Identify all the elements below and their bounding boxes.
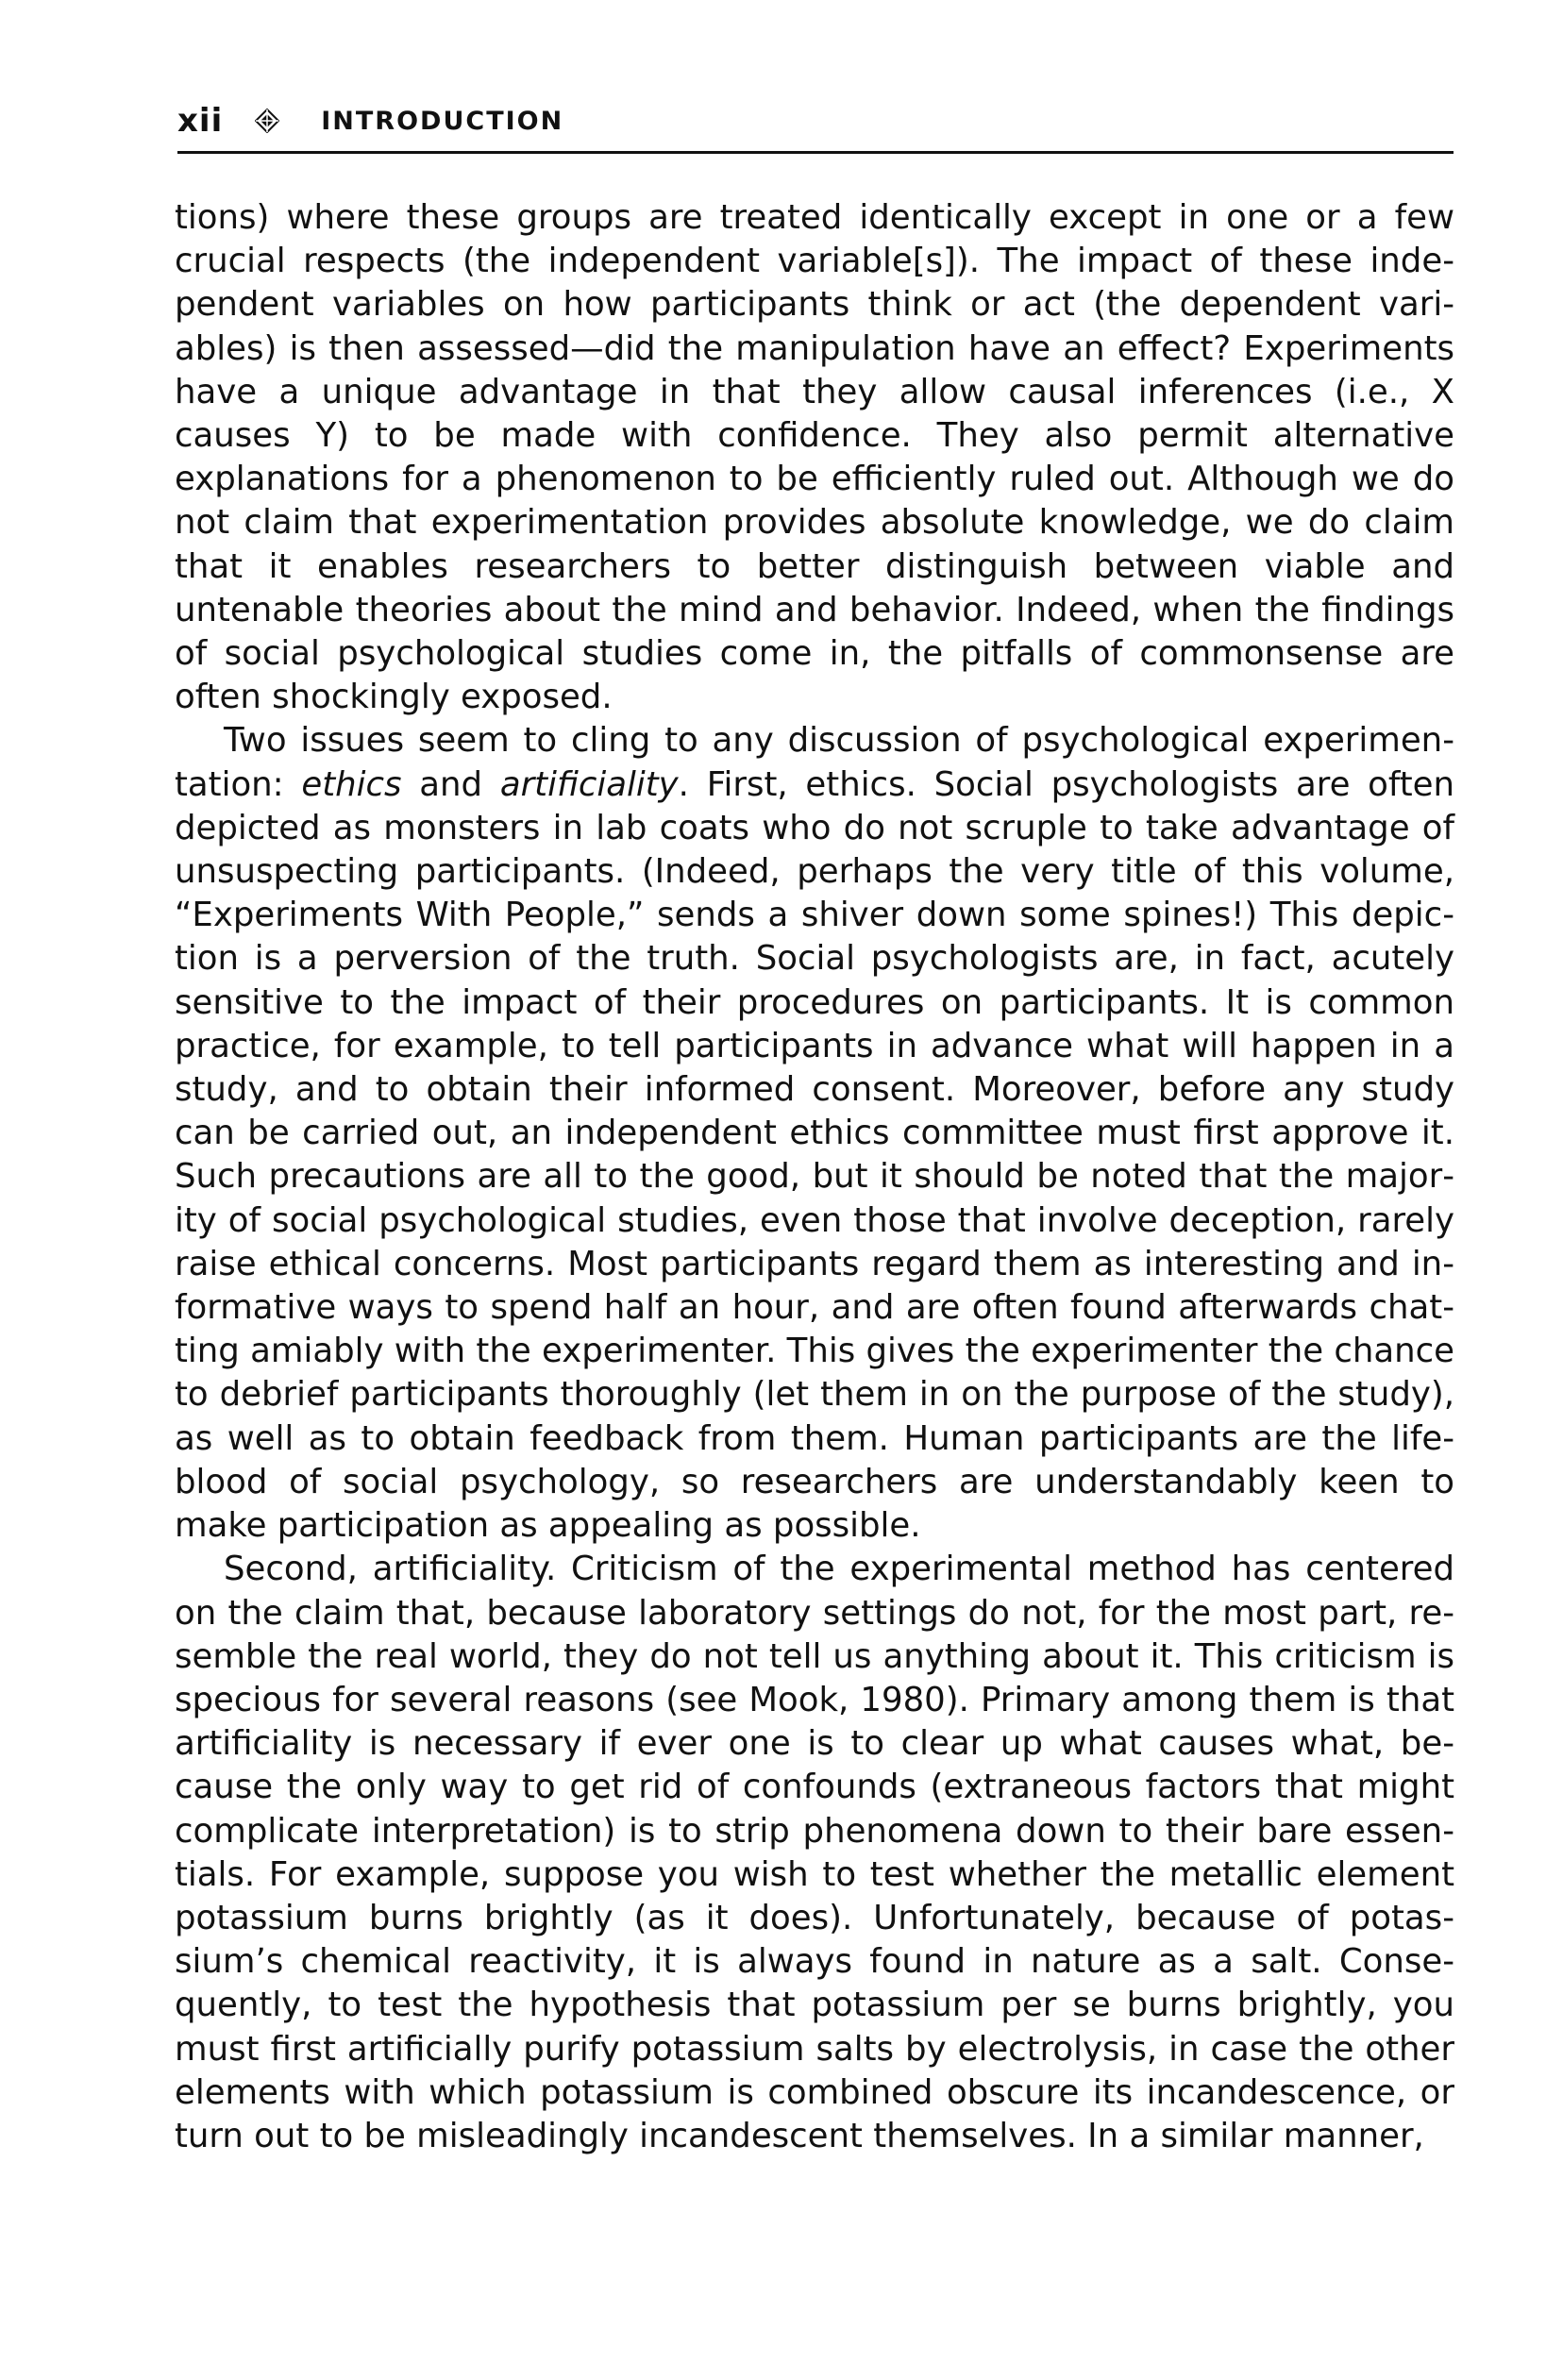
paragraph-text: . First, ethics. Social psychologists are often depicted as monsters in lab coats who do not scruple to take advantage of unsuspecting participants. (Indeed, perhaps the very title of this volume, “Experiments With People,” sends a shiver down some spines!) This depiction is a perversion of the truth. Social psychologists are, in fact, acutely sensitive to the impact of their procedures on participants. It is common practice, for example, to tell participants in advance what will happen in a study, and to obtain their informed consent. Moreover, before any study can be carried out, an independent ethics committee must first approve it. Such precautions are all to the good, but it should be noted that the majority of social psychological studies, even those that involve deception, rarely raise ethical concerns. Most participants regard them as interesting and informative ways to spend half an hour, and are often found afterwards chatting amiably with the experimenter. This gives the experimenter the chance to debrief participants thoroughly (let them in on the purpose of the study), as well as to obtain feedback from them. Human participants are the lifeblood of social psychology, so researchers are understandably keen to make participation as appealing as possible. (175, 764, 1455, 1546)
page-header (177, 91, 1454, 154)
diamond-ornament-icon (255, 109, 279, 133)
emphasis-ethics: ethics (301, 764, 402, 804)
body-text (175, 196, 1454, 2158)
running-head: INTRODUCTION (321, 106, 564, 136)
emphasis-artificiality: artificiality (499, 764, 679, 804)
paragraph (175, 719, 1454, 1548)
paragraph: Second, artificiality. Criticism of the experimental method has centered on the claim that, because laboratory settings do not, for the most part, resemble the real world, they do not tell us anything about it. This criticism is specious for several reasons (see Mook, 1980). Primary among them is that artificiality is necessary if ever one is to clear up what causes what, because the only way to get rid of confounds (extraneous factors that might complicate interpretation) is to strip phenomena down to their bare essentials. For example, suppose you wish to test whether the metallic element potassium burns brightly (as it does). Unfortunately, because of potassium’s chemical reactivity, it is always found in nature as a salt. Consequently, to test the hypothesis that potassium per se burns brightly, you must first artificially purify potassium salts by electrolysis, in case the other elements with which potassium is combined obscure its incandescence, or turn out to be misleadingly incandescent themselves. In a similar manner, (175, 1550, 1454, 2155)
paragraph-text: Two issues seem to cling to any discussion of psychological experimentation: (175, 721, 1454, 804)
page-number: xii (177, 102, 224, 140)
paragraph: tions) where these groups are treated identically except in one or a few crucial respects (the independent variable[s]). The impact of these independent variables on how participants think or act (the dependent variables) is then assessed—did the manipulation have an effect? Experiments have a unique advantage in that they allow causal inferences (i.e., X causes Y) to be made with confidence. They also permit alternative explanations for a phenomenon to be efficiently ruled out. Although we do not claim that experimentation provides absolute knowledge, we do claim that it enables researchers to better distinguish between viable and untenable theories about the mind and behavior. Indeed, when the findings of social psychological studies come in, the pitfalls of commonsense are often shockingly exposed. (175, 198, 1454, 717)
paragraph-text: and (401, 764, 500, 804)
